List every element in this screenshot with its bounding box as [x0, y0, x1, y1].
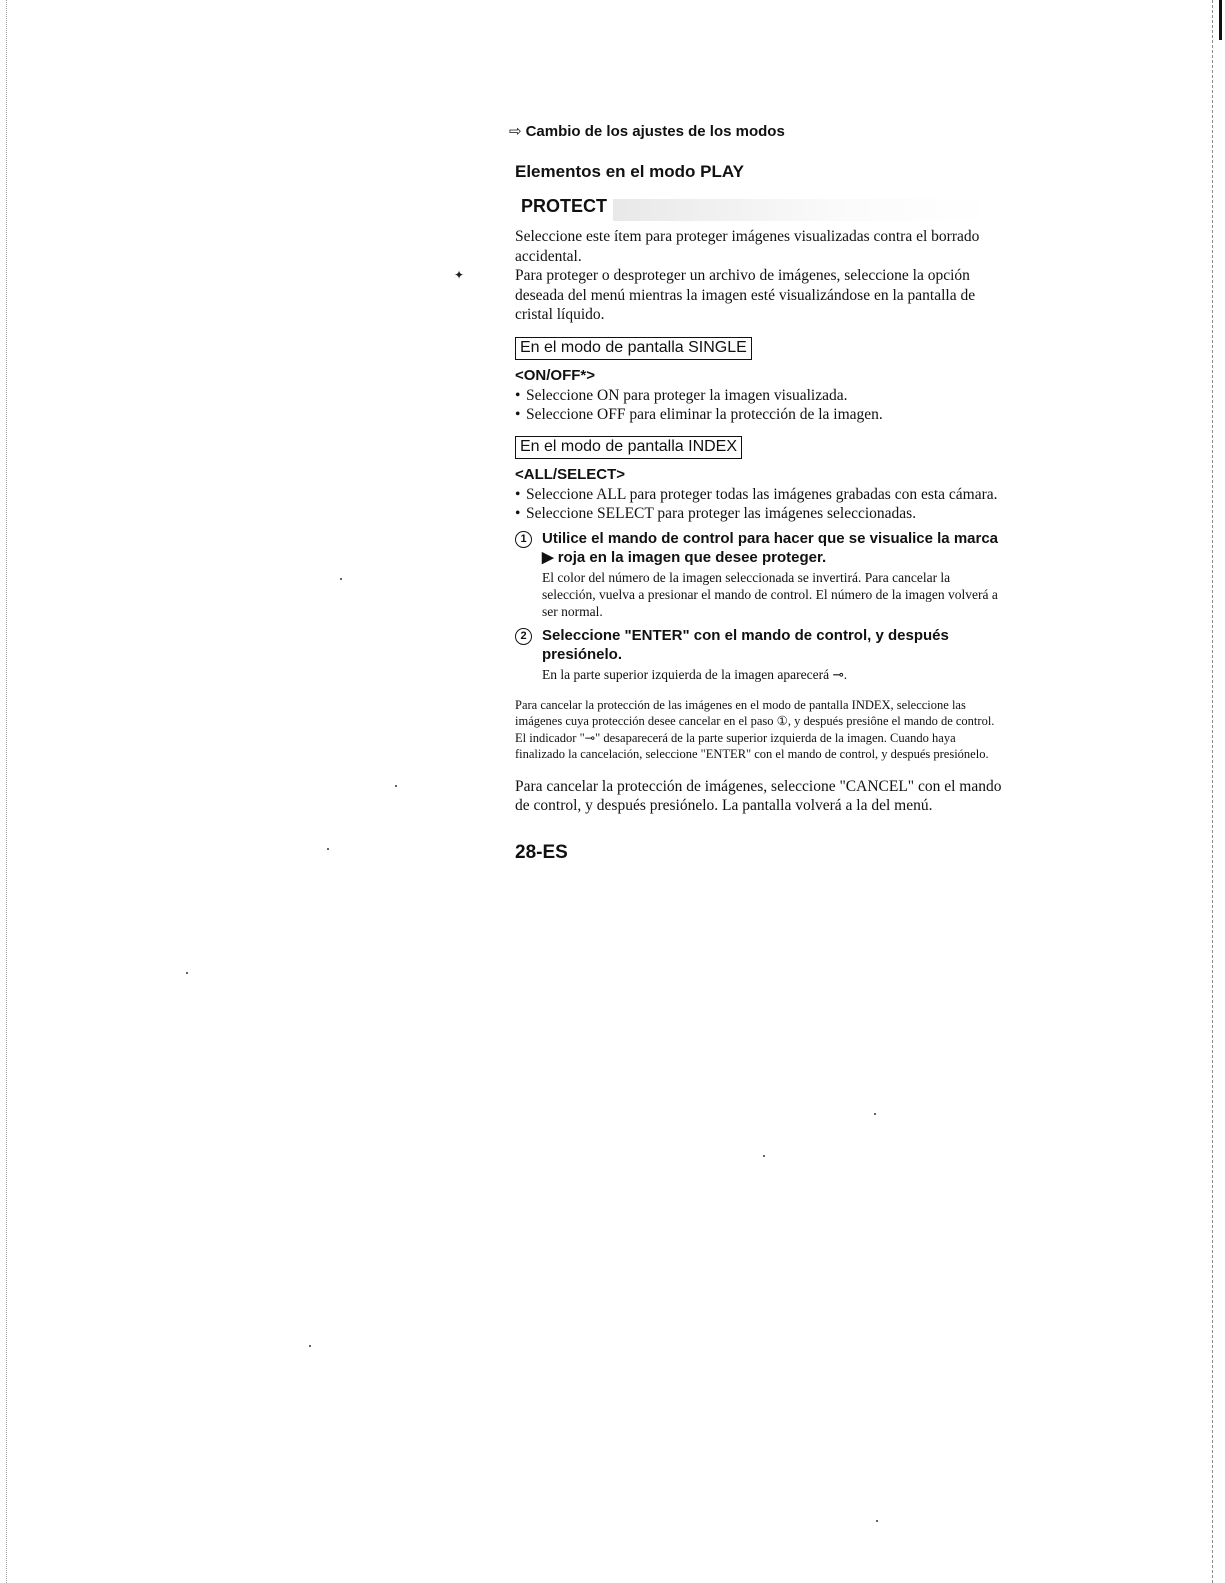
step-detail: En la parte superior izquierda de la imagen aparecerá ⊸. [542, 666, 848, 682]
list-item: • Seleccione ALL para proteger todas las imágenes grabadas con esta cámara. [515, 485, 1005, 504]
index-mode-option: <ALL/SELECT> [515, 465, 626, 483]
scan-speck [876, 1520, 878, 1522]
step-2 [515, 626, 1005, 683]
scan-speck [874, 1113, 876, 1115]
list-item: • Seleccione OFF para eliminar la protección de la imagen. [515, 405, 1005, 424]
final-paragraph: Para cancelar la protección de imágenes, seleccione "CANCEL" con el mando de control, y después presiónelo. La pantalla volverá a la del menú. [515, 777, 1002, 814]
single-mode-box: En el modo de pantalla SINGLE [515, 337, 752, 360]
step-instruction: Utilice el mando de control para hacer que se visualice la marca ▶ roja en la imagen que desee proteger. [542, 529, 999, 566]
scan-edge-right [1212, 0, 1213, 1583]
note-line-2: El indicador "⊸" desaparecerá de la parte superior izquierda de la imagen. Cuando haya finalizado la cancelación, seleccione "ENTER" con el mando de control, y después presiónelo. [515, 730, 989, 761]
document-page [509, 118, 1005, 864]
scan-speck [186, 972, 188, 974]
scan-speck [340, 578, 342, 580]
step-number-icon: 2 [515, 628, 532, 645]
single-mode-bullets [515, 386, 1005, 424]
intro-paragraph-1: Seleccione este ítem para proteger imágenes visualizadas contra el borrado accidental. [515, 228, 980, 265]
scan-edge-mark [1219, 0, 1222, 40]
list-item: • Seleccione ON para proteger la imagen visualizada. [515, 386, 1005, 405]
scan-edge-left [6, 0, 7, 1583]
index-mode-box: En el modo de pantalla INDEX [515, 436, 742, 459]
right-arrow-icon: ⇨ [509, 123, 522, 140]
margin-mark: ✦ [454, 268, 465, 282]
step-detail: El color del número de la imagen seleccionada se invertirá. Para cancelar la selección, vuelva a presionar el mando de control. El número de la imagen volverá a ser normal. [542, 569, 998, 619]
step-number-icon: 1 [515, 531, 532, 548]
intro-paragraph-2: Para proteger o desproteger un archivo de imágenes, seleccione la opción deseada del menú mientras la imagen esté visualizándose en la pantalla de cristal líquido. [515, 267, 976, 323]
step-1 [515, 529, 1005, 620]
breadcrumb [509, 122, 1005, 140]
page-number: 28-ES [515, 841, 568, 863]
note-line-1: Para cancelar la protección de las imágenes en el modo de pantalla INDEX, seleccione las imágenes cuya protección desee cancelar en el paso ①, y después presiône el mando de control. [515, 697, 995, 728]
scan-speck [395, 785, 397, 787]
index-mode-bullets [515, 485, 1005, 523]
list-item: • Seleccione SELECT para proteger las imágenes seleccionadas. [515, 504, 1005, 523]
item-heading: PROTECT [521, 196, 608, 216]
scan-speck [763, 1155, 765, 1157]
note [515, 697, 1005, 763]
scan-speck [309, 1345, 311, 1347]
scan-speck [327, 848, 329, 850]
section-title: Elementos en el modo PLAY [515, 162, 744, 181]
single-mode-option: <ON/OFF*> [515, 366, 596, 384]
breadcrumb-text: Cambio de los ajustes de los modos [525, 123, 785, 140]
step-instruction: Seleccione "ENTER" con el mando de control, y después presiónelo. [542, 626, 949, 663]
